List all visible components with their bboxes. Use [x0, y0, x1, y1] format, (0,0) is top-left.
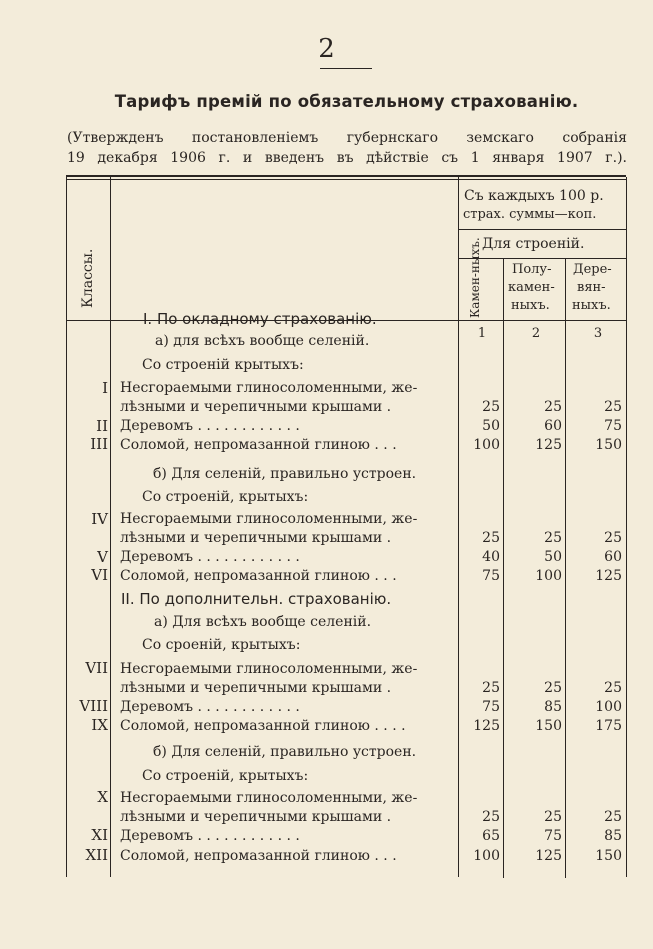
rate-wooden: 125 — [595, 568, 622, 584]
table-border-right — [626, 177, 627, 877]
rate-stone: 40 — [482, 549, 500, 565]
row-description-continued: лѣзными и черепичными крышами . — [120, 399, 392, 415]
page-number: 2 — [318, 34, 335, 64]
rate-semi-stone: 60 — [544, 418, 562, 434]
class-number: II — [96, 417, 108, 435]
class-number: VII — [85, 659, 108, 677]
semi-stone-header-line-2: камен- — [508, 280, 555, 295]
rate-stone: 25 — [482, 680, 500, 696]
rate-stone: 65 — [482, 828, 500, 844]
class-number: XI — [91, 826, 108, 844]
row-description: Соломой, непромазанной глиною . . . . — [120, 718, 406, 734]
rate-stone: 75 — [482, 699, 500, 715]
section-2-roof-label-a: Со сроеній, крытыхъ: — [142, 637, 301, 653]
class-number: V — [97, 548, 108, 566]
rate-wooden: 25 — [604, 680, 622, 696]
section-1-roof-label-a: Со строеній крытыхъ: — [142, 357, 304, 373]
table-top-rule-thin — [66, 179, 626, 180]
section-2-heading: II. По дополнительн. страхованію. — [121, 590, 392, 608]
rate-wooden: 85 — [604, 828, 622, 844]
rate-wooden: 25 — [604, 530, 622, 546]
rate-semi-stone: 100 — [535, 568, 562, 584]
row-description: Деревомъ . . . . . . . . . . . . — [120, 549, 300, 565]
column-1-2-divider — [503, 258, 504, 878]
rate-stone: 100 — [473, 437, 500, 453]
table-top-rule-thick — [66, 175, 626, 177]
classes-header: Классы. — [80, 248, 96, 308]
semi-stone-header-line-1: Полу- — [512, 262, 552, 277]
column-number-2: 2 — [531, 326, 541, 341]
row-description: Соломой, непромазанной глиною . . . — [120, 568, 397, 584]
rate-stone: 25 — [482, 530, 500, 546]
row-description: Несгораемыми глиносоломенными, же- — [120, 511, 418, 527]
class-number: I — [102, 379, 108, 397]
rate-stone: 125 — [473, 718, 500, 734]
row-description: Деревомъ . . . . . . . . . . . . — [120, 699, 300, 715]
page-number-rule — [320, 68, 372, 69]
row-description: Соломой, непромазанной глиною . . . — [120, 848, 397, 864]
rate-wooden: 100 — [595, 699, 622, 715]
row-description: Деревомъ . . . . . . . . . . . . — [120, 828, 300, 844]
wooden-header-line-1: Дере- — [573, 262, 612, 277]
rate-semi-stone: 25 — [544, 680, 562, 696]
description-column-divider — [458, 177, 459, 877]
wooden-header-line-3: ныхъ. — [572, 298, 611, 313]
section-1-subheading-b: б) Для селеній, правильно устроен. — [153, 466, 417, 482]
approval-note-line-1: (Утвержденъ постановленіемъ губернскаго земскаго собранія — [67, 130, 627, 146]
row-description-continued: лѣзными и черепичными крышами . — [120, 530, 392, 546]
header-bottom-rule-columns — [458, 320, 626, 321]
class-number: XII — [85, 846, 108, 864]
section-1-subheading-a: а) для всѣхъ вообще селеній. — [155, 333, 370, 349]
column-number-3: 3 — [593, 326, 603, 341]
header-buildings-rule — [458, 258, 626, 259]
class-number: III — [90, 435, 108, 453]
class-number: VI — [91, 566, 108, 584]
rate-header-line-2: страх. суммы—коп. — [463, 207, 597, 222]
semi-stone-header-line-3: ныхъ. — [511, 298, 550, 313]
column-number-1: 1 — [477, 326, 487, 341]
class-number: VIII — [79, 697, 108, 715]
rate-stone: 25 — [482, 399, 500, 415]
row-description-continued: лѣзными и черепичными крышами . — [120, 680, 392, 696]
rate-semi-stone: 25 — [544, 399, 562, 415]
rate-semi-stone: 125 — [535, 848, 562, 864]
section-2-subheading-b: б) Для селеній, правильно устроен. — [153, 744, 417, 760]
rate-semi-stone: 125 — [535, 437, 562, 453]
wooden-header-line-2: вян- — [577, 280, 606, 295]
rate-semi-stone: 75 — [544, 828, 562, 844]
rate-wooden: 25 — [604, 809, 622, 825]
rate-wooden: 175 — [595, 718, 622, 734]
rate-wooden: 150 — [595, 437, 622, 453]
rate-stone: 75 — [482, 568, 500, 584]
classes-column-divider — [110, 177, 111, 877]
rate-stone: 25 — [482, 809, 500, 825]
rate-semi-stone: 85 — [544, 699, 562, 715]
rate-semi-stone: 25 — [544, 530, 562, 546]
rate-stone: 100 — [473, 848, 500, 864]
rate-semi-stone: 50 — [544, 549, 562, 565]
row-description: Несгораемыми глиносоломенными, же- — [120, 380, 418, 396]
rate-wooden: 150 — [595, 848, 622, 864]
row-description: Деревомъ . . . . . . . . . . . . — [120, 418, 300, 434]
row-description: Несгораемыми глиносоломенными, же- — [120, 661, 418, 677]
section-2-subheading-a: а) Для всѣхъ вообще селеній. — [154, 614, 372, 630]
section-2-roof-label-b: Со строеній, крытыхъ: — [142, 768, 309, 784]
section-1-heading: I. По окладному страхованію. — [143, 310, 377, 328]
stone-column-header: Камен-ныхъ. — [468, 237, 482, 318]
column-2-3-divider — [565, 258, 566, 878]
class-number: IV — [91, 510, 108, 528]
row-description: Соломой, непромазанной глиною . . . — [120, 437, 397, 453]
page-title: Тарифъ премій по обязательному страхованію. — [114, 92, 579, 111]
class-number: IX — [91, 716, 108, 734]
rate-wooden: 75 — [604, 418, 622, 434]
rate-stone: 50 — [482, 418, 500, 434]
class-number: X — [97, 788, 108, 806]
rate-header-line-1: Съ каждыхъ 100 р. — [464, 188, 604, 204]
rate-semi-stone: 150 — [535, 718, 562, 734]
row-description-continued: лѣзными и черепичными крышами . — [120, 809, 392, 825]
buildings-header: Для строеній. — [482, 236, 585, 252]
rate-wooden: 60 — [604, 549, 622, 565]
approval-note-line-2: 19 декабря 1906 г. и введенъ въ дѣйствіе съ 1 января 1907 г.). — [67, 150, 627, 166]
rate-semi-stone: 25 — [544, 809, 562, 825]
row-description: Несгораемыми глиносоломенными, же- — [120, 790, 418, 806]
header-rate-rule — [458, 229, 626, 230]
section-1-roof-label-b: Со строеній, крытыхъ: — [142, 489, 309, 505]
rate-wooden: 25 — [604, 399, 622, 415]
